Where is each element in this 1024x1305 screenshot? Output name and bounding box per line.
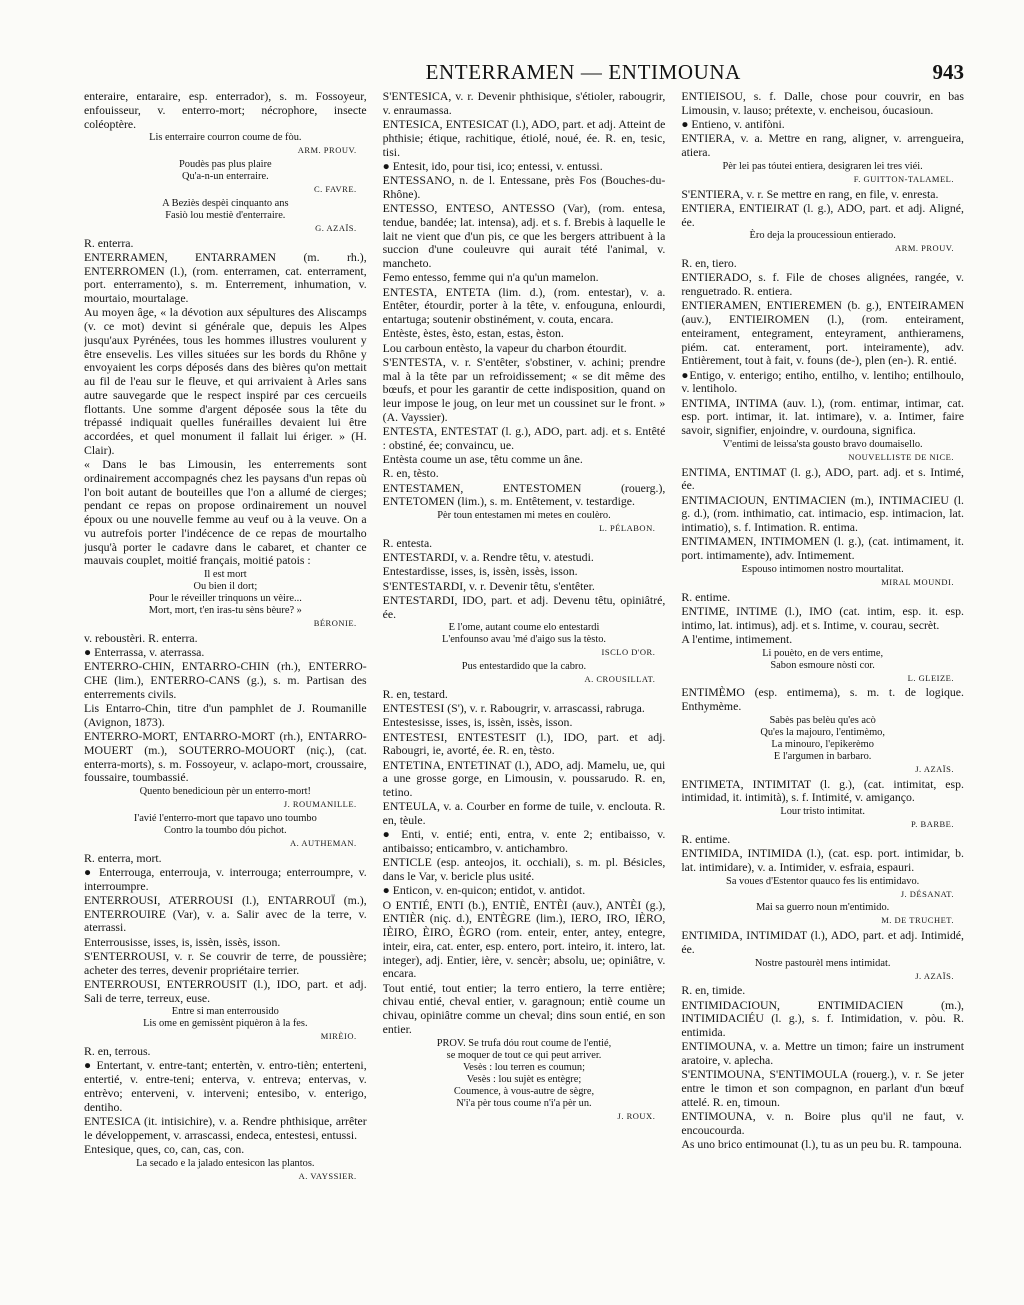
dictionary-entry: R. en, tèsto. (382, 466, 439, 481)
dictionary-entry: ENTIMACIOUN, ENTIMACIEN (m.), INTIMACIEU (l. g. d.), (rom. inthimatio, cat. intimacio, esp. intimacion, lat. intimatio), s. f. Intimation. R. entima. (681, 492, 964, 534)
dictionary-entry: Tout entié, tout entier; la terro entiero, la terre entière; chivau entié, cheval entier, v. garagnoun; entiè coume un chivau, opiniâtre comme un cheval; dins soun entié, en son entier. (382, 980, 666, 1036)
quotation-line: Mort, mort, t'en iras-tu sèns bèure? » (148, 605, 302, 616)
dictionary-entry: v. reboustèri. R. enterra. (84, 630, 198, 645)
dictionary-entry: ENTIMETA, INTIMITAT (l. g.), (cat. intimitat, esp. intimidad, it. intimità), s. f. Intimité, v. amiganço. (681, 776, 964, 805)
quotation (681, 230, 964, 242)
quotation-author: MIRAL MOUNDI. (881, 576, 954, 587)
dictionary-entry: ENTESTA, ENTETA (lim. d.), (rom. entestar), v. a. Entêter, étourdir, porter à la tête, v. enfouguna, enlourdi, entartuga; soutenir obstinément, v. couta, encara. (382, 284, 666, 326)
dictionary-entry: ENTERRO-MORT, ENTARRO-MORT (rh.), ENTARRO-MOUERT (m.), SOUTERRO-MOUORT (niç.), (cat. enterra-morts), s. m. Fossoyeur, v. aclapo-mort, croussaire, foussaire, toumbassié. (84, 729, 367, 785)
dictionary-entry: Entestesisse, isses, is, issèn, issès, isson. (382, 715, 573, 730)
quotation-author: M. DE TRUCHET. (881, 915, 954, 926)
quotation-author: J. ROUMANILLE. (283, 799, 357, 809)
dictionary-entry: ENTIERADO, s. f. File de choses alignées, rangée, v. renguetrado. R. entiera. (681, 270, 964, 298)
dictionary-entry: Lis Entarro-Chin, titre d'un pamphlet de J. Roumanille (Avignon, 1873). (84, 701, 367, 729)
text-columns (84, 90, 964, 1291)
quotation-line: Li pouèto, en de vers entime, (762, 647, 884, 659)
quotation-author: A. VAYSSIER. (298, 1170, 357, 1181)
quotation (84, 159, 367, 183)
dictionary-entry: ENTIERA, v. a. Mettre en rang, aligner, v. arrengueira, atiera. (681, 131, 964, 159)
dictionary-entry: Entesique, ques, co, can, cas, con. (84, 1141, 245, 1156)
quotation-author: J. AZAÏS. (915, 970, 954, 981)
quotation-line: Nostre pastourèl mens intimidat. (754, 957, 891, 969)
quotation-author: BÉRONIE. (313, 618, 357, 628)
quotation-line: Pus entestardido que la cabro. (461, 661, 587, 672)
page-number: 943 (932, 60, 964, 84)
quotation-line: Il est mort (203, 569, 247, 580)
column-right (681, 90, 964, 1291)
dictionary-entry: ENTESTAMEN, ENTESTOMEN (rouerg.), ENTETOMEN (lim.), s. m. Entêtement, v. testardige. (382, 480, 666, 509)
quotation-line: Fasiò lou mestiè d'enterraire. (165, 209, 286, 221)
dictionary-entry: R. en, timide. (681, 983, 746, 998)
dictionary-entry: ENTIMIDACIOUN, ENTIMIDACIEN (m.), INTIMIDACIÉU (l. g.), s. f. Intimidation, v. pòu. R. entimida. (681, 997, 964, 1039)
dictionary-entry: ENTESTESI, ENTESTESIT (l.), IDO, part. et adj. Rabougri, ie, avorté, ée. R. en, tèsto. (382, 729, 666, 758)
quotation-author: ARM. PROUV. (297, 145, 357, 156)
dictionary-entry: Enterrousisse, isses, is, issèn, issès, isson. (84, 934, 281, 949)
quotation (383, 661, 666, 673)
dictionary-entry: Au moyen âge, « la dévotion aux sépultures des Aliscamps (v. ce mot) devint si générale que, depuis les Alpes jusqu'aux Pyrénées, tous les hommes illustres voulurent y être ensevelis. Les villes situées sur les bords du Rhône y envoyaient les corps déposés dans des bières qu'on mettait au fil de l'eau sur le fleuve, et qui arrivaient à Arles sans autre sauvegarde que le respect inspiré par ces cercueils flottants. Une somme d'argent déposée sous la tête du trépassé indiquait quelles funérailles devaient lui être accordées, et quel monument il fallait lui ériger. » (H. Clair). (84, 305, 367, 457)
column-left (84, 90, 367, 1291)
quotation-author: MIRÈIO. (320, 1031, 357, 1042)
quotation (681, 876, 964, 888)
dictionary-entry: ENTETINA, ENTETINAT (l.), ADO, adj. Mamelu, ue, qui a une grosse gorge, en Limousin, v. poussarudo. R. en, tetino. (382, 757, 666, 799)
quotation-line: Èro deja la proucessioun entierado. (749, 230, 896, 242)
quotation (681, 161, 964, 173)
quotation-line: Pour le réveiller trinquons un vèire... (148, 593, 302, 604)
quotation-author: A. AUTHEMAN. (289, 837, 357, 848)
quotation (681, 958, 964, 970)
dictionary-entry: ENTERRAMEN, ENTARRAMEN (m. rh.), ENTERROMEN (l.), (rom. enterramen, cat. enterrament, port. enterramento), s. m. Enterrement, inhumation, v. mourtaio, mourtalage. (84, 249, 367, 305)
quotation-line: I'avié l'enterro-mort que tapavo uno toumbo (133, 812, 317, 824)
dictionary-entry: ENTESSANO, n. de l. Entessane, près Fos (Bouches-du-Rhône). (382, 173, 666, 201)
quotation-author: F. GUITTON-TALAMEL. (853, 173, 954, 184)
dictionary-entry: ENTESTARDI, IDO, part. et adj. Devenu têtu, opiniâtré, ée. (382, 592, 666, 621)
dictionary-entry: S'ENTESICA, v. r. Devenir phthisique, s'étioler, rabougrir, v. enraumassa. (382, 90, 666, 117)
dictionary-entry: ●Entigo, v. enterigo; entiho, entilho, v. lentiho; entilhoulo, v. lentiholo. (681, 367, 964, 396)
dictionary-entry: S'ENTESTA, v. r. S'entêter, s'obstiner, v. achini; prendre mal à la tête par un refroidissement; « se dit même des bœufs, et pour les garantir de cette indisposition, quand on leur impose le joug, on leur met un coussinet sur le front. » (A. Vayssier). (382, 354, 666, 424)
quotation-author: J. AZAÏS. (915, 763, 954, 774)
dictionary-entry: R. enterra. (84, 235, 134, 250)
dictionary-entry: Femo entesso, femme qui n'a qu'un mamelon. (382, 270, 599, 285)
dictionary-entry: ● Enticon, v. en-quicon; entidot, v. antidot. (382, 883, 586, 898)
dictionary-entry: R. enterra, mort. (84, 850, 162, 865)
quotation-line: Entre si man enterrousido (171, 1006, 279, 1018)
dictionary-entry: ENTERROUSI, ENTERROUSIT (l.), IDO, part. et adj. Sali de terre, terreux, euse. (84, 976, 367, 1005)
quotation-line: E l'argumen in barbaro. (773, 750, 872, 762)
quotation-line: Vesès : lou terren es coumun; (462, 1061, 586, 1073)
quotation-line: E l'ome, autant coume elo entestardi (448, 622, 600, 634)
quotation-author: G. AZAÏS. (315, 222, 357, 233)
dictionary-entry: Entèste, èstes, èsto, estan, estas, èston. (382, 326, 564, 341)
quotation (383, 1038, 666, 1110)
dictionary-entry: ● Entieno, v. antifòni. (681, 117, 785, 131)
quotation-line: V'entimi de leissa'sta gousto bravo doumaisello. (722, 438, 923, 450)
quotation-author: P. BARBE. (910, 819, 954, 829)
dictionary-entry: ENTIME, INTIME (l.), IMO (cat. intim, esp. it. esp. intimo, lat. intimus), adj. et s. Intime, v. courau, secrèt. (681, 603, 964, 632)
quotation-line: A Beziès despèi cinquanto ans (162, 197, 289, 209)
dictionary-entry: ENTERRO-CHIN, ENTARRO-CHIN (rh.), ENTERRO-CHE (lim.), ENTERRO-CANS (g.), s. m. Partisan des enterrements civils. (84, 659, 367, 701)
dictionary-entry: ENTIMAMEN, INTIMOMEN (l. g.), (cat. intimament, it. port. intimamente), adv. Intimement. (681, 534, 964, 562)
dictionary-entry: ENTIMA, ENTIMAT (l. g.), ADO, part. adj. et s. Intimé, ée. (681, 464, 964, 493)
dictionary-entry: Entestardisse, isses, is, issèn, issès, isson. (382, 564, 578, 579)
dictionary-entry: « Dans le bas Limousin, les enterrements sont ordinairement accompagnés chez les paysans d'un repas où l'on boit autant de bouteilles que l'on a allumé de cierges; pendant ce repas on propose ordinairement un nouvel époux ou une nouvelle femme au veuf ou à la veuve. On a vu autrefois porter l'indécence de ce repas de mourtalho jusqu'à porter le cadavre dans le cabaret, et chanter ce mauvais couplet, moitié français, moitié patois : (84, 457, 367, 568)
quotation-line: Sabon esmoure nòsti cor. (770, 659, 875, 671)
dictionary-entry: R. entime. (681, 831, 731, 846)
quotation (681, 806, 964, 818)
quotation-line: Qu'es la majouro, l'entimèmo, (760, 726, 885, 738)
quotation (681, 564, 964, 576)
quotation-line: Pèr toun entestamen mi metes en coulèro. (437, 510, 611, 521)
dictionary-entry: S'ENTESTARDI, v. r. Devenir têtu, s'entêter. (382, 578, 595, 593)
dictionary-entry: R. en, testard. (382, 686, 448, 701)
quotation-line: Quento benedicioun pèr un enterro-mort! (139, 786, 312, 797)
dictionary-entry: ENTIMOUNA, v. a. Mettre un timon; faire un instrument aratoire, v. aplecha. (681, 1039, 964, 1067)
quotation (681, 902, 964, 914)
dictionary-entry: R. entime. (681, 589, 731, 604)
quotation (681, 715, 964, 763)
dictionary-entry: ● Entertant, v. entre-tant; entertèn, v. entro-tièn; enterteni, entertié, v. entre-teni; enterva, v. entreva; entervas, v. entrèvo; enterveni, v. interveni; entesibo, v. enterigo, dentiho. (84, 1058, 367, 1114)
quotation-line: Lis ome en gemissènt piquèron à la fes. (143, 1018, 308, 1030)
page-header (84, 60, 964, 86)
dictionary-entry: R. entesta. (382, 535, 433, 550)
dictionary-entry: ● Enterrouga, enterrouja, v. interrouga; enterroumpre, v. interroumpre. (84, 864, 367, 893)
dictionary-entry: O ENTIÉ, ENTI (b.), ENTIÈ, ENTÈI (auv.), ANTÈI (g.), ENTIÈR (niç. d.), ENTÈGRE (lim.), IERO, IRO, IÈRO, IÈIRO, ÈIRO, ÈGRO (rom. enteir, enter, antey, entegre, inteir, eira, cat. enter, esp. entero, port. inteiro, it. intero, lat. integer), adj. Entier, ière, v. sencèr; absolu, ue; opiniâtre, v. encara. (382, 897, 666, 981)
dictionary-entry: S'ENTIERA, v. r. Se mettre en rang, en file, v. enresta. (681, 186, 939, 201)
dictionary-entry: S'ENTERROUSI, v. r. Se couvrir de terre, de poussière; acheter des terres, devenir propriétaire terrier. (84, 948, 367, 977)
quotation-line: Espouso intimomen nostro mourtalitat. (741, 563, 904, 575)
dictionary-entry: Lou carboun entèsto, la vapeur du charbon étourdit. (382, 340, 627, 355)
dictionary-entry: ● Enti, v. entié; enti, entra, v. ente 2; entibaisso, v. antibaisso; enticambro, v. antichambro. (382, 827, 666, 855)
quotation (681, 439, 964, 451)
dictionary-entry: ENTIMIDA, INTIMIDAT (l.), ADO, part. et adj. Intimidé, ée. (681, 928, 964, 956)
column-middle (383, 90, 666, 1291)
dictionary-entry: enteraire, entaraire, esp. enterrador), s. m. Fossoyeur, enfouisseur, v. enterro-mort; nécrophore, insecte coléoptère. (84, 90, 367, 131)
quotation-author: A. CROUSILLAT. (584, 674, 656, 684)
dictionary-entry: ● Entesit, ido, pour tisi, ico; entessi, v. entussi. (382, 158, 603, 173)
quotation-author: C. FAVRE. (313, 184, 357, 194)
quotation-line: Pèr lei pas tóutei entiera, desigraren lei tres viéi. (722, 160, 923, 172)
dictionary-entry: ENTESTESI (S'), v. r. Rabougrir, v. arrascassi, rabruga. (382, 701, 645, 715)
quotation (84, 813, 367, 837)
quotation-line: PROV. Se trufa dóu rout coume de l'entié, (436, 1037, 612, 1049)
dictionary-entry: ENTIEISOU, s. f. Dalle, chose pour couvrir, en bas Limousin, v. lauso; prétexte, v. encheisou, óucasioun. (681, 90, 964, 117)
quotation-line: Sabès pas belèu qu'es acò (769, 714, 876, 726)
dictionary-entry: ● Enterrassa, v. aterrassa. (84, 645, 205, 659)
quotation-author: L. GLEIZE. (907, 672, 954, 683)
quotation (383, 510, 666, 522)
running-head: ENTERRAMEN — ENTIMOUNA (425, 60, 741, 84)
quotation (383, 622, 666, 646)
dictionary-entry: ENTESTARDI, v. a. Rendre têtu, v. atestudi. (382, 550, 594, 564)
dictionary-entry: ENTESICA, ENTESICAT (l.), ADO, part. et adj. Atteint de phthisie; étique, rachitique, étiolé, noué, ée. R. en, tesic, tisi. (382, 117, 666, 159)
quotation-line: se moquer de tout ce qui peut arriver. (446, 1049, 602, 1061)
dictionary-entry: R. en, tiero. (681, 256, 737, 270)
dictionary-entry: ENTIMÈMO (esp. entimema), s. m. t. de logique. Enthymème. (681, 685, 964, 713)
quotation-line: Mai sa guerro noun m'entimido. (756, 902, 890, 914)
dictionary-entry: ENTIMA, INTIMA (auv. l.), (rom. entimar, intimar, cat. esp. port. intimar, it. lat. intimare), v. a. Intimer, faire savoir, signifier, enjoindre, v. ourdouna, significa. (681, 395, 964, 437)
dictionary-entry: As uno brico entimounat (l.), tu as un peu bu. R. tampouna. (681, 1137, 962, 1151)
dictionary-entry: ENTESICA (it. intisichire), v. a. Rendre phthisique, arrêter le développement, v. arrascassi, endeca, entestesi, entussi. (84, 1113, 367, 1142)
quotation-line: Coumence, à vous-autre de sègre, (453, 1085, 595, 1097)
dictionary-entry: ENTIERA, ENTIEIRAT (l. g.), ADO, part. et adj. Aligné, ée. (681, 200, 964, 229)
dictionary-entry: S'ENTIMOUNA, S'ENTIMOULA (rouerg.), v. r. Se jeter entre le timon et son compagnon, en parlant d'un bœuf attelé. R. en, timoun. (681, 1067, 964, 1109)
dictionary-entry: ENTIMIDA, INTIMIDA (l.), (cat. esp. port. intimidar, b. lat. intimidare), v. a. Intimider, v. esfraia, espauri. (681, 846, 964, 874)
dictionary-entry: R. en, terrous. (84, 1044, 151, 1058)
quotation (84, 198, 367, 222)
quotation-line: Contro la toumbo dóu pichot. (163, 824, 287, 836)
quotation (84, 132, 367, 144)
quotation-line: Poudès pas plus plaire (179, 159, 272, 170)
dictionary-entry: ENTICLE (esp. anteojos, it. occhiali), s. m. pl. Bésicles, dans le Var, v. bericle plus usité. (382, 855, 666, 883)
dictionary-entry: A l'entime, intimement. (681, 631, 793, 646)
quotation (84, 1006, 367, 1030)
quotation-author: J. ROUX. (617, 1110, 656, 1121)
quotation (84, 786, 367, 798)
quotation (84, 1158, 367, 1170)
quotation-line: Qu'a-n-un enterraire. (181, 171, 269, 182)
dictionary-entry: ENTIERAMEN, ENTIEREMEN (b. g.), ENTEIRAMEN (auv.), ENTIEIROMEN (l.), (rom. enteirament, enteirament, entegrament, enteyrament, anthieramens, piém. cat. enterament, port. inteiramente), adv. Entièrement, tout à fait, v. founs (de-), plen (en-). R. entié. (681, 298, 964, 368)
quotation-line: Ou bien il dort; (193, 581, 258, 592)
quotation-line: Lour tristo intimitat. (780, 806, 865, 817)
quotation-author: J. DÉSANAT. (900, 888, 954, 899)
quotation-author: NOUVELLISTE DE NICE. (848, 451, 954, 462)
quotation-line: La secado e la jalado entesicon las plantos. (136, 1157, 315, 1169)
quotation (84, 569, 367, 617)
dictionary-entry: ENTESTA, ENTESTAT (l. g.), ADO, part. adj. et s. Entêté : obstiné, ée; convaincu, ue. (382, 424, 666, 452)
quotation-author: ARM. PROUV. (895, 243, 954, 254)
dictionary-entry: ENTEULA, v. a. Courber en forme de tuile, v. enclouta. R. en, tèule. (382, 799, 666, 827)
quotation-line: Sa voues d'Estentor quauco fes lis entimidavo. (726, 875, 920, 887)
quotation (681, 648, 964, 672)
dictionary-entry: ENTERROUSI, ATERROUSI (l.), ENTARROUÏ (m.), ENTERROUIRE (Var), v. a. Salir avec de la terre, v. aterrassi. (84, 892, 367, 935)
quotation-line: Lis enterraire courron coume de fòu. (149, 132, 302, 144)
quotation-author: L. PÉLABON. (599, 523, 656, 533)
quotation-line: La minouro, l'epikerèmo (771, 738, 874, 750)
quotation-author: ISCLO D'OR. (601, 647, 656, 658)
dictionary-entry: ENTIMOUNA, v. n. Boire plus qu'il ne faut, v. encoucourda. (681, 1109, 964, 1137)
dictionary-entry: Entèsta coume un ase, têtu comme un âne. (382, 452, 583, 466)
dictionary-entry: ENTESSO, ENTESO, ANTESSO (Var), (rom. entesa, tendue, bandée; lat. intensa), adj. et s. f. Brebis à laquelle le lait ne vient que d'un pis, ce que les bergers attribuent à la succion d'une couleuvre qui aurait tété l'animal, v. mancheto. (382, 201, 666, 270)
quotation-line: L'enfounso avau 'mé d'aigo sus la tèsto. (441, 634, 607, 646)
quotation-line: Vesès : lou sujèt es entègre; (466, 1073, 582, 1085)
quotation-line: N'i'a pèr tous coume n'i'a pèr un. (456, 1097, 592, 1109)
